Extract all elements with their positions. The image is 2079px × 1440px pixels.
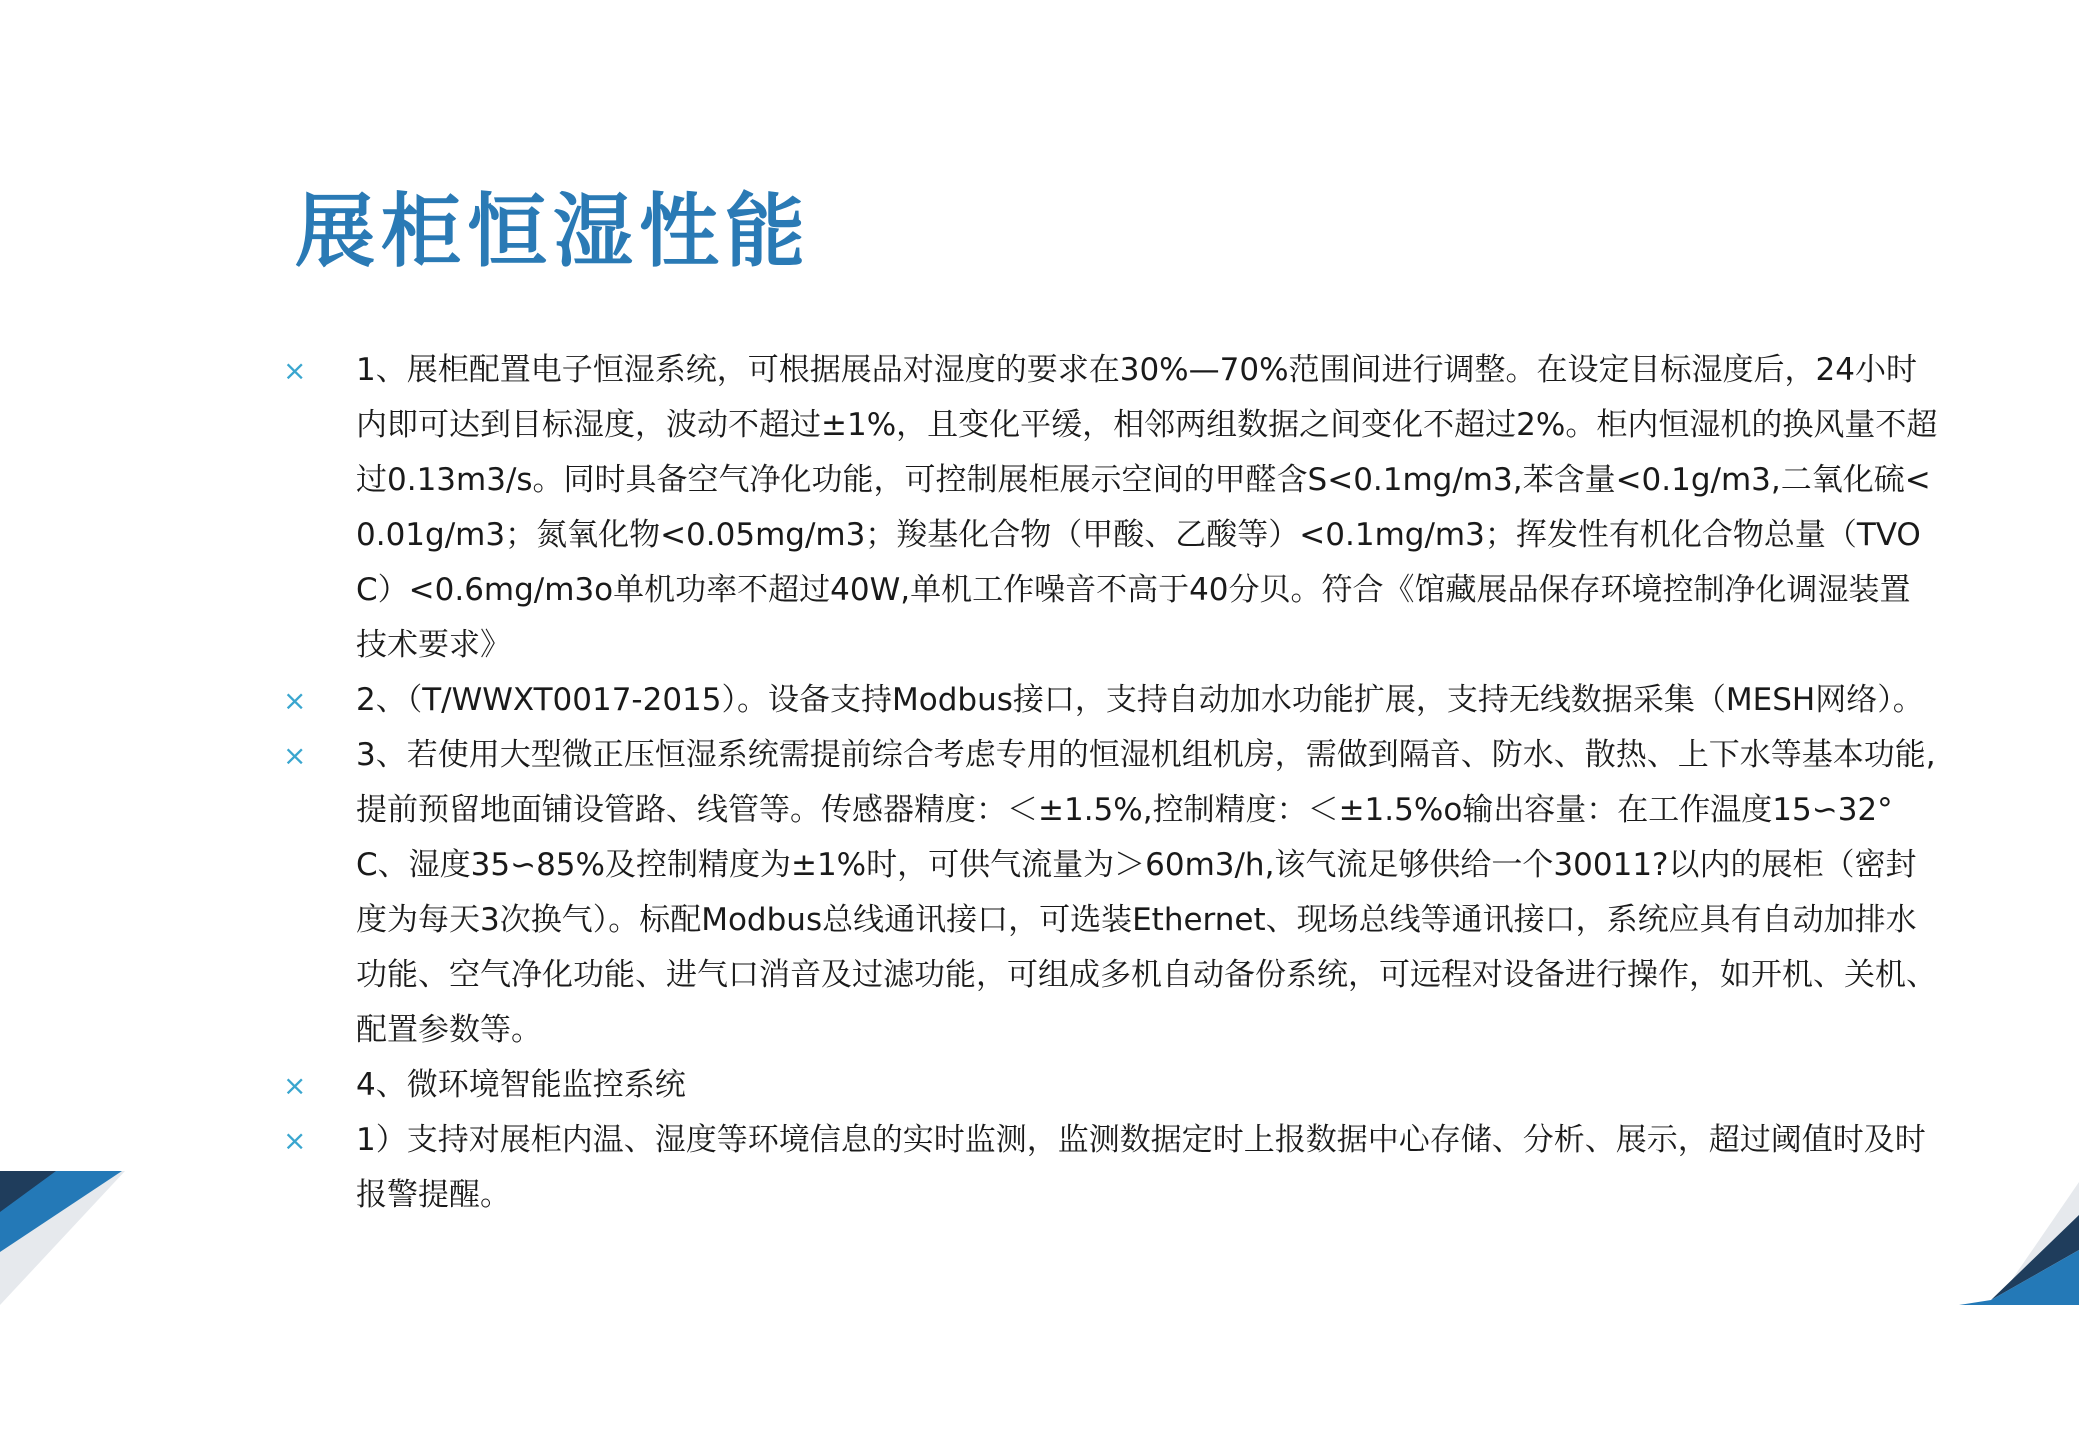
corner-decoration-left <box>0 1170 130 1305</box>
list-item <box>280 1113 1940 1223</box>
x-mark-icon: × <box>283 739 307 772</box>
list-item-text: 3、若使用大型微正压恒湿系统需提前综合考虑专用的恒湿机组机房，需做到隔音、防水、散热、上下水等基本功能,提前预留地面铺设管路、线管等。传感器精度：＜±1.5%,控制精度：＜±1.5%o输出容量：在工作温度15∽32°C、湿度35∽85%及控制精度为±1%时，可供气流量为＞60m3/h,该气流足够供给一个30011?以内的展柜（密封度为每天3次换气）。标配Modbus总线通讯接口，可选装Ethernet、现场总线等通讯接口，系统应具有自动加排水功能、空气净化功能、进气口消音及过滤功能，可组成多机自动备份系统，可远程对设备进行操作，如开机、关机、配置参数等。 <box>356 737 1937 1048</box>
x-mark-icon: × <box>283 1124 307 1157</box>
list-item-text: 1、展柜配置电子恒湿系统，可根据展品对湿度的要求在30%—70%范围间进行调整。在设定目标湿度后，24小时内即可达到目标湿度，波动不超过±1%，且变化平缓，相邻两组数据之间变化不超过2%。柜内恒湿机的换风量不超过0.13m3/s。同时具备空气净化功能，可控制展柜展示空间的甲醛含S<0.1mg/m3,苯含量<0.1g/m3,二氧化硫<0.01g/m3；氮氧化物<0.05mg/m3；羧基化合物（甲酸、乙酸等）<0.1mg/m3；挥发性有机化合物总量（TVOC）<0.6mg/m3o单机功率不超过40W,单机工作噪音不高于40分贝。符合《馆藏展品保存环境控制净化调湿装置技术要求》 <box>356 352 1938 663</box>
list-item <box>280 728 1940 1058</box>
corner-decoration-right <box>1949 1170 2079 1305</box>
list-item <box>280 1058 1940 1113</box>
x-mark-icon: × <box>283 684 307 717</box>
list-item-text: 2、（T/WWXT0017-2015）。设备支持Modbus接口，支持自动加水功能扩展，支持无线数据采集（MESH网络）。 <box>356 682 1924 718</box>
list-item <box>280 673 1940 728</box>
list-item-text: 4、微环境智能监控系统 <box>356 1067 686 1103</box>
x-mark-icon: × <box>283 1069 307 1102</box>
bullet-list <box>280 343 1940 1223</box>
list-item <box>280 343 1940 673</box>
page-title: 展柜恒湿性能 <box>295 185 811 278</box>
list-item-text: 1）支持对展柜内温、湿度等环境信息的实时监测，监测数据定时上报数据中心存储、分析、展示，超过阈值时及时报警提醒。 <box>356 1122 1926 1213</box>
x-mark-icon: × <box>283 354 307 387</box>
